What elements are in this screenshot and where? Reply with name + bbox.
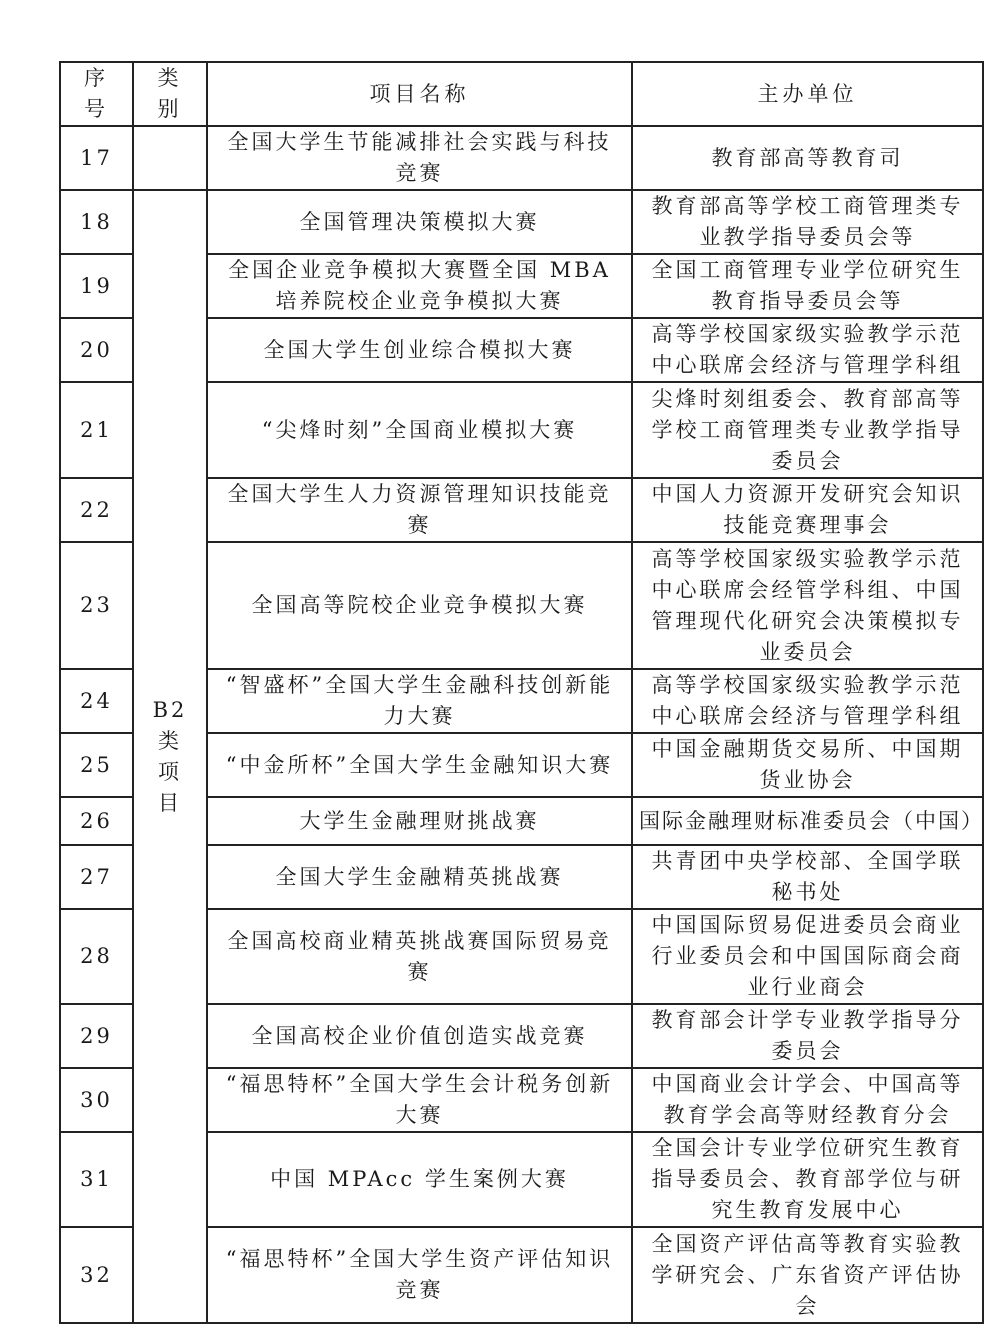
project-name: 全国大学生人力资源管理知识技能竞赛 (207, 478, 632, 542)
organizer: 共青团中央学校部、全国学联秘书处 (632, 845, 983, 909)
row-number: 23 (60, 542, 133, 669)
category-label-line: 类 (158, 728, 182, 753)
header-row (60, 62, 983, 126)
row-number: 24 (60, 669, 133, 733)
organizer: 中国人力资源开发研究会知识技能竞赛理事会 (632, 478, 983, 542)
row-number: 26 (60, 797, 133, 845)
organizer: 国际金融理财标准委员会（中国） (632, 797, 983, 845)
category-label-line: B2 (152, 697, 188, 722)
project-name: 全国高校商业精英挑战赛国际贸易竞赛 (207, 909, 632, 1004)
project-name: 全国高校企业价值创造实战竞赛 (207, 1004, 632, 1068)
project-name: 中国 MPAcc 学生案例大赛 (207, 1132, 632, 1227)
row-number: 32 (60, 1227, 133, 1323)
project-name: 全国高等院校企业竞争模拟大赛 (207, 542, 632, 669)
project-name: 全国大学生金融精英挑战赛 (207, 845, 632, 909)
organizer: 中国国际贸易促进委员会商业行业委员会和中国国际商会商业行业商会 (632, 909, 983, 1004)
organizer: 教育部高等教育司 (632, 126, 983, 190)
organizer: 高等学校国家级实验教学示范中心联席会经管学科组、中国管理现代化研究会决策模拟专业委员会 (632, 542, 983, 669)
project-name: “福思特杯”全国大学生资产评估知识竞赛 (207, 1227, 632, 1323)
project-name: “尖烽时刻”全国商业模拟大赛 (207, 382, 632, 478)
row-number: 30 (60, 1068, 133, 1132)
header-organizer: 主办单位 (632, 62, 983, 126)
organizer: 全国资产评估高等教育实验教学研究会、广东省资产评估协会 (632, 1227, 983, 1323)
organizer: 中国商业会计学会、中国高等教育学会高等财经教育分会 (632, 1068, 983, 1132)
project-name: “中金所杯”全国大学生金融知识大赛 (207, 733, 632, 797)
row-number: 25 (60, 733, 133, 797)
category-cell-empty (133, 126, 207, 190)
project-name: “福思特杯”全国大学生会计税务创新大赛 (207, 1068, 632, 1132)
header-category: 类别 (133, 62, 207, 126)
row-number: 19 (60, 254, 133, 318)
header-number: 序号 (60, 62, 133, 126)
table-row (60, 126, 983, 190)
organizer: 尖烽时刻组委会、教育部高等学校工商管理类专业教学指导委员会 (632, 382, 983, 478)
project-name: 全国管理决策模拟大赛 (207, 190, 632, 254)
row-number: 31 (60, 1132, 133, 1227)
competition-table (59, 61, 984, 1324)
project-name: 大学生金融理财挑战赛 (207, 797, 632, 845)
category-label-line: 项目 (158, 759, 182, 815)
row-number: 22 (60, 478, 133, 542)
row-number: 27 (60, 845, 133, 909)
organizer: 中国金融期货交易所、中国期货业协会 (632, 733, 983, 797)
project-name: “智盛杯”全国大学生金融科技创新能力大赛 (207, 669, 632, 733)
organizer: 教育部会计学专业教学指导分委员会 (632, 1004, 983, 1068)
project-name: 全国大学生节能减排社会实践与科技竞赛 (207, 126, 632, 190)
header-project-name: 项目名称 (207, 62, 632, 126)
row-number: 17 (60, 126, 133, 190)
row-number: 20 (60, 318, 133, 382)
row-number: 28 (60, 909, 133, 1004)
organizer: 全国会计专业学位研究生教育指导委员会、教育部学位与研究生教育发展中心 (632, 1132, 983, 1227)
project-name: 全国大学生创业综合模拟大赛 (207, 318, 632, 382)
table-row (60, 190, 983, 254)
category-cell-b2 (133, 190, 207, 1323)
organizer: 全国工商管理专业学位研究生教育指导委员会等 (632, 254, 983, 318)
organizer: 高等学校国家级实验教学示范中心联席会经济与管理学科组 (632, 318, 983, 382)
project-name: 全国企业竞争模拟大赛暨全国 MBA 培养院校企业竞争模拟大赛 (207, 254, 632, 318)
row-number: 18 (60, 190, 133, 254)
organizer: 高等学校国家级实验教学示范中心联席会经济与管理学科组 (632, 669, 983, 733)
organizer: 教育部高等学校工商管理类专业教学指导委员会等 (632, 190, 983, 254)
row-number: 29 (60, 1004, 133, 1068)
row-number: 21 (60, 382, 133, 478)
